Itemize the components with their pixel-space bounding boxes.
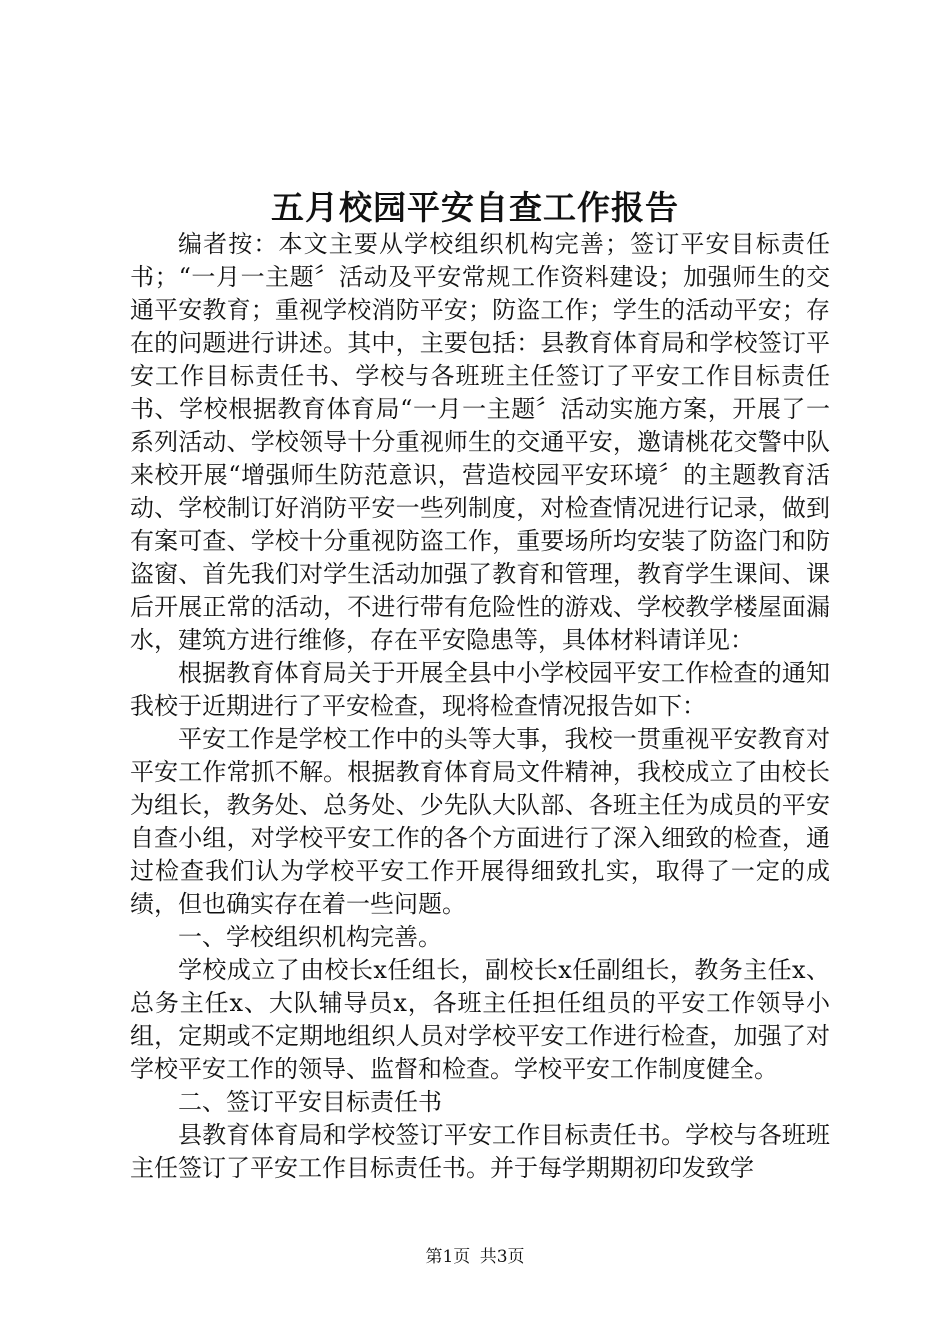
paragraph-section-2: 县教育体育局和学校签订平安工作目标责任书。学校与各班班主任签订了平安工作目标责任书。并于每学期期初印发致学 [130,1121,830,1182]
document-body [130,228,830,1185]
paragraph-intro: 根据教育体育局关于开展全县中小学校园平安工作检查的通知我校于近期进行了平安检查，现将检查情况报告如下： [130,659,830,720]
section-heading-2: 二、签订平安目标责任书 [178,1088,442,1116]
page-total: 共3页 [479,1247,525,1267]
paragraph-overview: 平安工作是学校工作中的头等大事，我校一贯重视平安教育对平安工作常抓不解。根据教育体育局文件精神，我校成立了由校长为组长，教务处、总务处、少先队大队部、各班主任为成员的平安自查小组，对学校平安工作的各个方面进行了深入细致的检查，通过检查我们认为学校平安工作开展得细致扎实，取得了一定的成绩，但也确实存在着一些问题。 [130,725,830,918]
paragraph-section-1: 学校成立了由校长x任组长，副校长x任副组长，教务主任x、总务主任x、大队辅导员x，各班主任担任组员的平安工作领导小组，定期或不定期地组织人员对学校平安工作进行检查，加强了对学校平安工作的领导、监督和检查。学校平安工作制度健全。 [130,956,830,1083]
section-heading-1: 一、学校组织机构完善。 [178,923,442,951]
paragraph-editor-note: 编者按：本文主要从学校组织机构完善；签订平安目标责任书；“一月一主题〞活动及平安常规工作资料建设；加强师生的交通平安教育；重视学校消防平安；防盗工作；学生的活动平安；存在的问题进行讲述。其中，主要包括：县教育体育局和学校签订平安工作目标责任书、学校与各班班主任签订了平安工作目标责任书、学校根据教育体育局“一月一主题〞活动实施方案，开展了一系列活动、学校领导十分重视师生的交通平安，邀请桃花交警中队来校开展“增强师生防范意识，营造校园平安环境〞的主题教育活动、学校制订好消防平安一些列制度，对检查情况进行记录，做到有案可查、学校十分重视防盗工作，重要场所均安装了防盗门和防盗窗、首先我们对学生活动加强了教育和管理，教育学生课间、课后开展正常的活动，不进行带有危险性的游戏、学校教学楼屋面漏水，建筑方进行维修，存在平安隐患等，具体材料请详见： [130,230,830,654]
page-footer [0,1245,950,1269]
page-number: 第1页 [425,1247,471,1267]
document-title: 五月校园平安自查工作报告 [271,188,679,227]
